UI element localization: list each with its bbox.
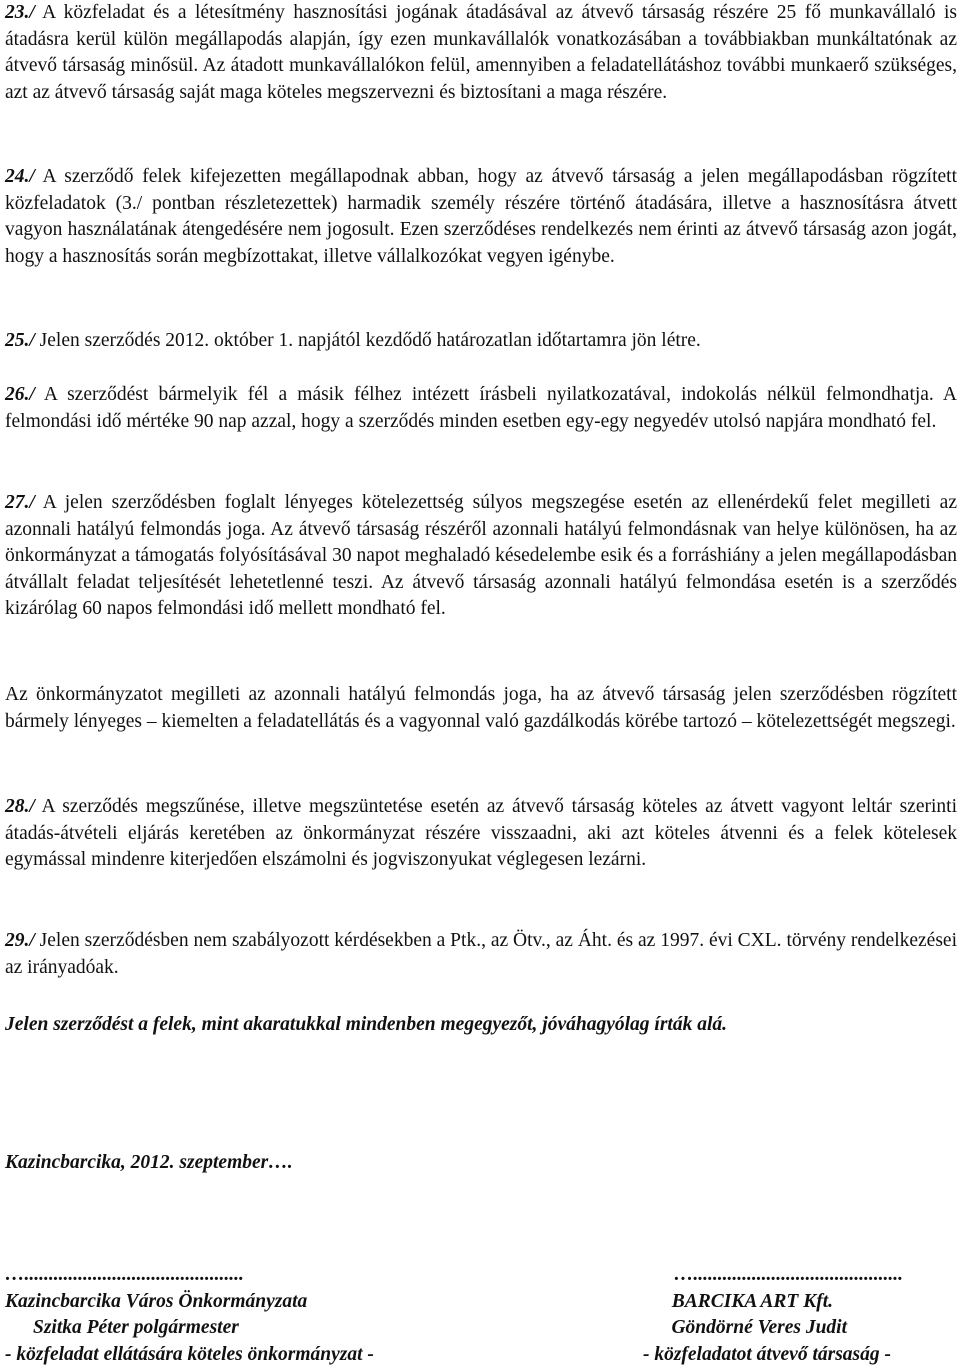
paragraph-29 (5, 928, 957, 981)
paragraph-text: A szerződés megszűnése, illetve megszüntetése esetén az átvevő társaság köteles az átvett vagyont leltár szerinti átadás-átvételi eljárás keretében az önkormányzat részére visszaadni, aki azt köteles átvenni és a felek kötelesek egymással mindenre kiterjedően elszámolni és jogviszonyukat véglegesen lezárni. (5, 796, 957, 870)
paragraph-text: A közfeladat és a létesítmény hasznosítási jogának átadásával az átvevő társaság részére 25 fő munkavállaló is átadásra kerül külön megállapodás alapján, így ezen munkavállalók vonatkozásában a továbbiakban munkáltatónak az átvevő társaság minősül. Az átadott munkavállalókon felül, amennyiben a feladatellátáshoz további munkaerő szükséges, azt az átvevő társaság saját maga köteles megszervezni és biztosítani a maga részére. (5, 2, 957, 103)
signatory-role-right: - közfeladatot átvevő társaság - (642, 1344, 891, 1365)
paragraph-text: Jelen szerződésben nem szabályozott kérdésekben a Ptk., az Ötv., az Áht. és az 1997. évi CXL. törvény rendelkezései az irányadóak. (5, 930, 957, 978)
signature-line-left: …............................................. (5, 1264, 244, 1285)
paragraph-text: A jelen szerződésben foglalt lényeges kötelezettség súlyos megszegése esetén az ellenérdekű felet megilleti az azonnali hatályú felmondás joga. Az átvevő társaság részéről azonnali hatályú felmondásnak van helye különösen, ha az önkormányzat a támogatás folyósításával 30 napot meghaladó késedelembe esik és a forráshiány a jelen megállapodásban átvállalt feladat teljesítését lehetetlenné teszi. Az átvevő társaság azonnali hatályú felmondása esetén is a szerződés kizárólag 60 napos felmondási idő mellett mondható fel. (5, 492, 957, 619)
place-date: Kazincbarcika, 2012. szeptember…. (5, 1152, 293, 1173)
paragraph-26 (5, 382, 957, 435)
closing-statement: Jelen szerződést a felek, mint akaratukkal mindenben megegyezőt, jóváhagyólag írták alá. (5, 1014, 728, 1035)
paragraph-number: 26./ (5, 384, 35, 405)
paragraph-text: A szerződő felek kifejezetten megállapodnak abban, hogy az átvevő társaság a jelen megállapodásban rögzített közfeladatok (3./ pontban részletezettek) harmadik személy részére történő átadására, illetve a hasznosításra átvett vagyon használatának átengedésére nem jogosult. Ezen szerződéses rendelkezés nem érinti az átvevő társaság azon jogát, hogy a hasznosítás során megbízottakat, illetve vállalkozókat vegyen igénybe. (5, 166, 957, 267)
paragraph-number: 29./ (5, 930, 35, 951)
paragraph-24 (5, 164, 957, 270)
signatory-org-right: BARCIKA ART Kft. (671, 1291, 833, 1312)
signature-line-right: …........................................... (673, 1264, 903, 1285)
paragraph-text: A szerződést bármelyik fél a másik félhez intézett írásbeli nyilatkozatával, indokolás nélkül felmondhatja. A felmondási idő mértéke 90 nap azzal, hogy a szerződés minden esetben egy-egy negyedév utolsó napjára mondható fel. (5, 384, 957, 432)
signatory-person-right: Göndörné Veres Judit (671, 1317, 847, 1338)
paragraph-number: 25./ (5, 330, 35, 351)
paragraph-25 (5, 328, 957, 355)
paragraph-number: 24./ (5, 166, 35, 187)
paragraph-27 (5, 490, 957, 623)
paragraph-text: Az önkormányzatot megilleti az azonnali hatályú felmondás joga, ha az átvevő társaság jelen szerződésben rögzített bármely lényeges – kiemelten a feladatellátás és a vagyonnal való gazdálkodás körébe tartozó – kötelezettségét megszegi. (5, 684, 957, 732)
paragraph-number: 27./ (5, 492, 35, 513)
signatory-person-left: Szitka Péter polgármester (33, 1317, 239, 1338)
paragraph-number: 23./ (5, 2, 35, 23)
paragraph-number: 28./ (5, 796, 35, 817)
paragraph-23 (5, 0, 957, 106)
signatory-role-left: - közfeladat ellátására köteles önkormányzat - (5, 1344, 374, 1365)
paragraph-text: Jelen szerződés 2012. október 1. napjától kezdődő határozatlan időtartamra jön létre. (34, 330, 701, 351)
paragraph-28 (5, 794, 957, 874)
paragraph-27-b (5, 682, 957, 735)
signatory-org-left: Kazincbarcika Város Önkormányzata (5, 1291, 308, 1312)
